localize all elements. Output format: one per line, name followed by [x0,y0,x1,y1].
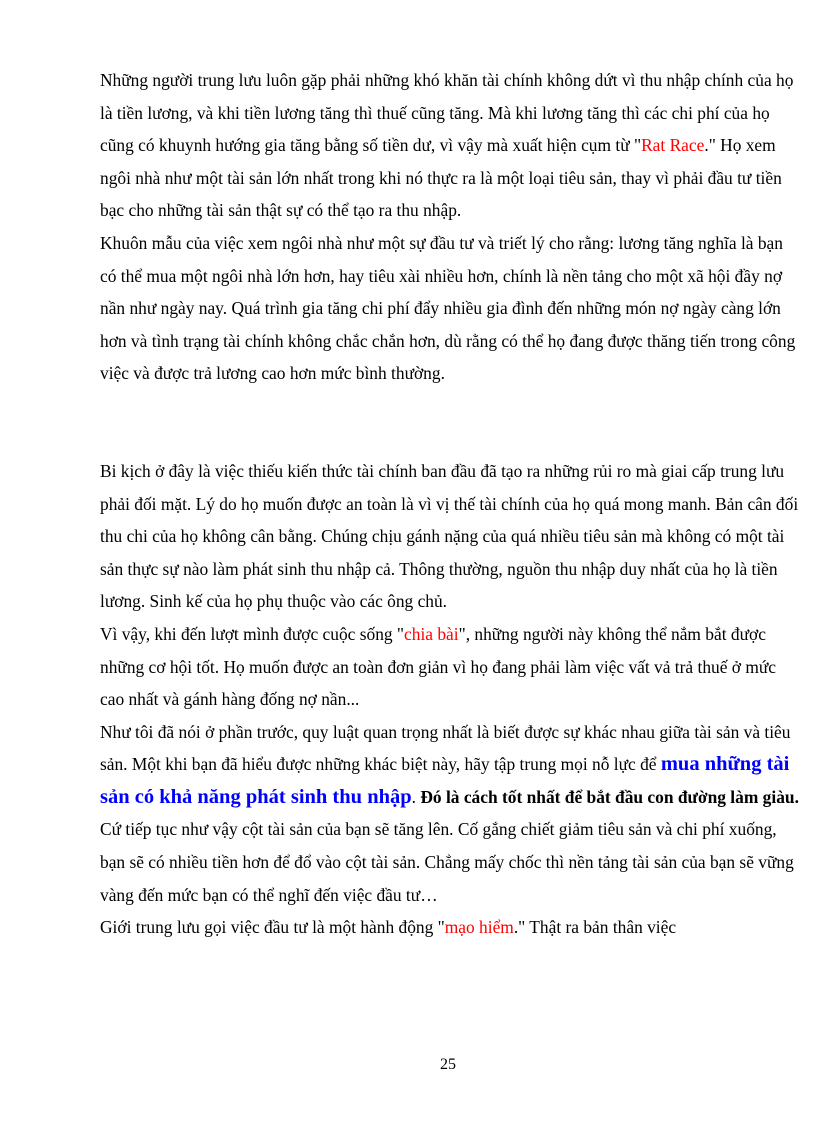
paragraph-3: Bi kịch ở đây là việc thiếu kiến thức tài chính ban đầu đã tạo ra những rủi ro mà giai cấp trung lưu phải đối mặt. Lý do họ muốn được an toàn là vì vị thế tài chính của họ quá mong manh. Bản cân đối thu chi của họ không cân bằng. Chúng chịu gánh nặng của quá nhiều tiêu sản mà không có một tài sản thực sự nào làm phát sinh thu nhập cả. Thông thường, nguồn thu nhập duy nhất của họ là tiền lương. Sinh kế của họ phụ thuộc vào các ông chủ. [100,460,799,612]
page-number: 25 [440,1056,456,1073]
paragraph-4: Vì vậy, khi đến lượt mình được cuộc sống "chia bài", những người này không thể nắm bắt được những cơ hội tốt. Họ muốn được an toàn đơn giản vì họ đang phải làm việc vất vả trả thuế ở mức cao nhất và gánh hàng đống nợ nần... [100,623,777,710]
paragraph-5: Như tôi đã nói ở phần trước, quy luật quan trọng nhất là biết được sự khác nhau giữa tài sản và tiêu sản. Một khi bạn đã hiểu được những khác biệt này, hãy tập trung mọi nỗ lực để mua những tài sản có khả năng phát sinh thu nhập. Đó là cách tốt nhất để bắt đầu con đường làm giàu. Cứ tiếp tục như vậy cột tài sản của bạn sẽ tăng lên. Cố gắng chiết giảm tiêu sản và chi phí xuống, bạn sẽ có nhiều tiền hơn để đổ vào cột tài sản. Chẳng mấy chốc thì nền tảng tài sản của bạn sẽ vững vàng đến mức bạn có thể nghĩ đến việc đầu tư… [100,721,799,905]
highlight-rat-race: Rat Race [641,135,705,156]
body-text [100,64,800,944]
paragraph-2: Khuôn mẫu của việc xem ngôi nhà như một sự đầu tư và triết lý cho rằng: lương tăng nghĩa là bạn có thể mua một ngôi nhà lớn hơn, hay tiêu xài nhiều hơn, chính là nền tảng cho một xã hội đầy nợ nần như ngày nay. Quá trình gia tăng chi phí đẩy nhiều gia đình đến những món nợ ngày càng lớn hơn và tình trạng tài chính không chắc chắn hơn, dù rằng có thể họ đang được thăng tiến trong công việc và được trả lương cao hơn mức bình thường. [100,232,796,384]
paragraph-gap [100,390,800,455]
highlight-assets: mua những tài sản có khả năng phát sinh thu nhập [100,753,790,808]
paragraph-6: Giới trung lưu gọi việc đầu tư là một hành động "mạo hiểm." Thật ra bản thân việc [100,917,677,938]
highlight-mao-hiem: mạo hiểm [444,917,514,938]
paragraph-1: Những người trung lưu luôn gặp phải những khó khăn tài chính không dứt vì thu nhập chính của họ là tiền lương, và khi tiền lương tăng thì thuế cũng tăng. Mà khi lương tăng thì các chi phí của họ cũng có khuynh hướng gia tăng bằng số tiền dư, vì vậy mà xuất hiện cụm từ "Rat Race." Họ xem ngôi nhà như một tài sản lớn nhất trong khi nó thực ra là một loại tiêu sản, thay vì phải đầu tư tiền bạc cho những tài sản thật sự có thể tạo ra thu nhập. [100,70,794,221]
bold-statement: Đó là cách tốt nhất để bắt đầu con đường làm giàu. [420,786,799,807]
highlight-chia-bai: chia bài [404,623,459,644]
